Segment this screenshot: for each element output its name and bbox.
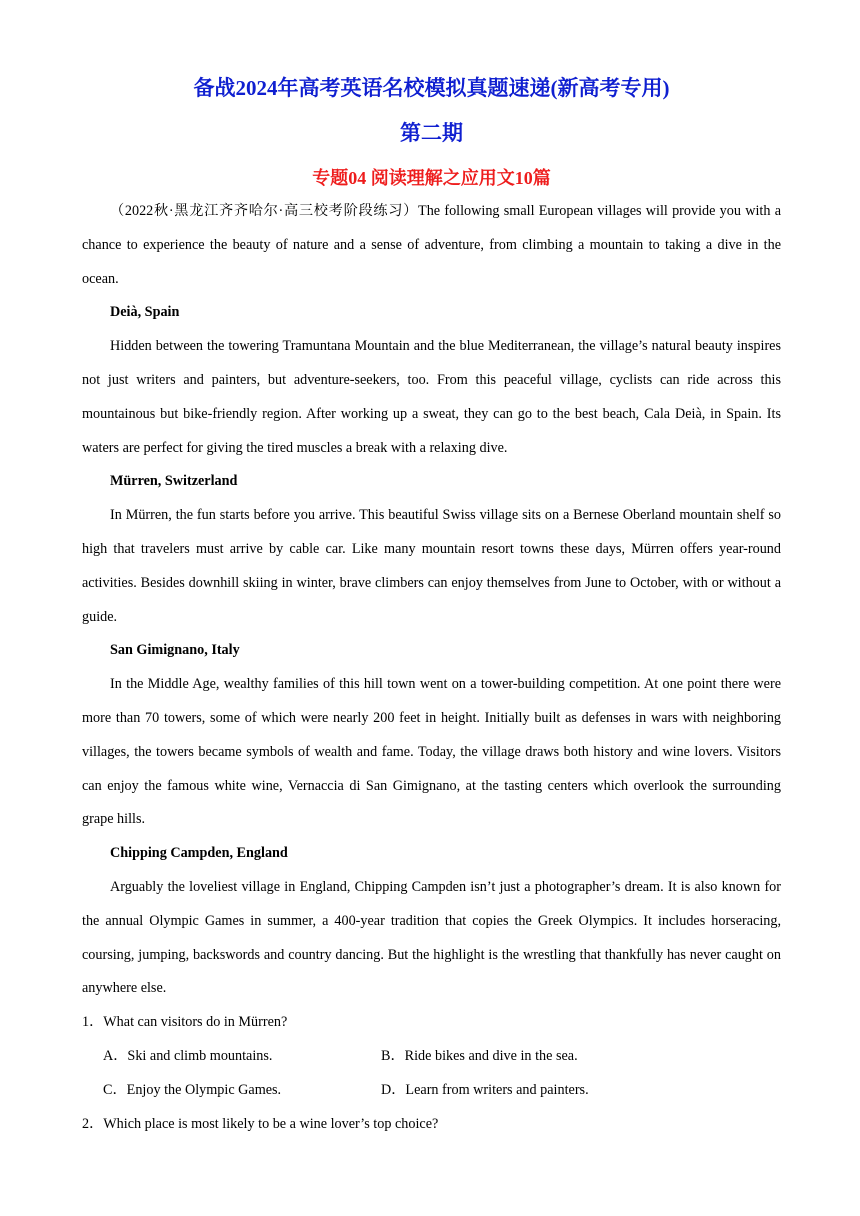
section-text-murren: In Mürren, the fun starts before you arrive. This beautiful Swiss village sits on a Bernese Oberland mountain shelf so high that travelers must arrive by cable car. Like many mountain resort towns these days, Mürren offers year-round activities. Besides downhill skiing in winter, brave climbers can enjoy themselves from June to October, with or without a guide. <box>82 507 781 625</box>
section-text-deia: Hidden between the towering Tramuntana Mountain and the blue Mediterranean, the village’s natural beauty inspires not just writers and painters, but adventure-seekers, too. From this peaceful village, cyclists can ride across this mountainous but bike-friendly region. After working up a sweat, they can go to the best beach, Cala Deià, in Spain. Its waters are perfect for giving the tired muscles a break with a relaxing dive. <box>82 338 781 456</box>
option-d: D．Learn from writers and painters. <box>381 1081 589 1098</box>
option-a: A．Ski and climb mountains. <box>103 1047 273 1064</box>
option-b: B．Ride bikes and dive in the sea. <box>381 1047 578 1064</box>
document-title: 备战2024年高考英语名校模拟真题速递(新高考专用) <box>193 76 670 100</box>
issue-label: 第二期 <box>400 121 463 145</box>
section-heading-murren: Mürren, Switzerland <box>110 473 238 490</box>
option-c: C．Enjoy the Olympic Games. <box>103 1081 282 1098</box>
document-page <box>82 70 781 1141</box>
question-1: 1．What can visitors do in Mürren? <box>82 1014 288 1031</box>
passage-intro: （2022秋·黑龙江齐齐哈尔·高三校考阶段练习）The following small European villages will provide you with a chance to experience the beauty of nature and a sense of adventure, from climbing a mountain to taking a dive in the ocean. <box>82 203 781 287</box>
topic-subtitle: 专题04 阅读理解之应用文10篇 <box>312 168 551 188</box>
section-text-chipping-campden: Arguably the loveliest village in England, Chipping Campden isn’t just a photographer’s dream. It is also known for the annual Olympic Games in summer, a 400-year tradition that copies the Greek Olympics. It includes horseracing, coursing, jumping, backswords and country dancing. But the highlight is the wrestling that thankfully has never caught on anywhere else. <box>82 878 781 997</box>
section-heading-san-gimignano: San Gimignano, Italy <box>110 642 240 659</box>
section-text-san-gimignano: In the Middle Age, wealthy families of this hill town went on a tower-building competition. At one point there were more than 70 towers, some of which were nearly 200 feet in height. Initially built as defenses in wars with neighboring villages, the towers became symbols of wealth and fame. Today, the village draws both history and wine lovers. Visitors can enjoy the famous white wine, Vernaccia di San Gimignano, at the tasting centers which overlook the surrounding grape hills. <box>82 676 781 828</box>
question-1-options <box>82 1040 781 1108</box>
section-heading-chipping-campden: Chipping Campden, England <box>110 845 288 862</box>
section-heading-deia: Deià, Spain <box>110 304 180 321</box>
question-2: 2．Which place is most likely to be a wine lover’s top choice? <box>82 1115 439 1132</box>
